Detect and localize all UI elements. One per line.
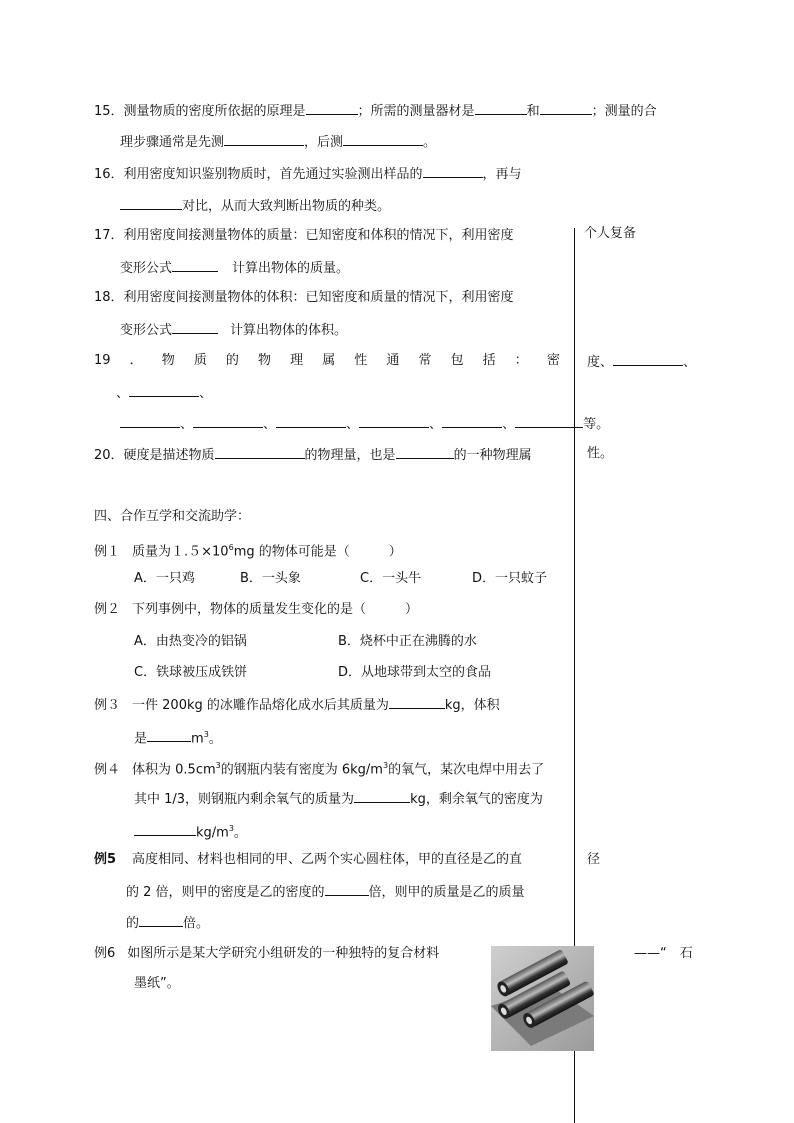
blank [224,132,304,146]
blank [540,101,592,115]
blank [325,882,369,896]
ex3-line2: 是 $m^3$。 [134,730,222,747]
blank [613,352,683,366]
ex2-option-c: C．铁球被压成铁饼 [134,665,248,680]
blank [475,101,527,115]
blank [442,414,502,428]
ex1-option-d: D．一只蚊子 [472,571,548,586]
q19-line1: 19 ． 物 质 的 物 理 属 性 通 常 包 括 ： 密 [94,353,560,368]
q16-line1: 16．利用密度知识鉴别物质时，首先通过实验测出样品的 ，再与 [94,164,522,184]
ex1-option-a: A．一只鸡 [134,571,195,586]
q16-line2: 对比，从而大致判断出物质的种类。 [120,196,390,216]
q18-line1: 18．利用密度间接测量物体的体积：已知密度和质量的情况下，利用密度 [94,290,514,305]
blank [120,196,182,210]
blank [276,414,346,428]
blank [215,445,305,459]
ex5-line1: 例5 高度相同、材料也相同的甲、乙两个实心圆柱体，甲的直径是乙的直 [94,852,523,867]
q15-line1: 15．测量物质的密度所依据的原理是 ；所需的测量器材是 和 ；测量的合 [94,101,657,121]
q20-line: 20．硬度是描述物质 的物理量，也是 的一种物理属 [94,445,532,465]
ex6-line1: 例6 如图所示是某大学研究小组研发的一种独特的复合材料 [94,946,440,961]
blank [134,822,196,836]
ex2-stem: 例２ 下列事例中，物体的质量发生变化的是（ ） [94,602,419,617]
blank [306,101,358,115]
margin-note-title: 个人复备 [584,226,637,241]
blank [396,445,454,459]
blank [120,414,180,428]
ex2-option-d: D．从地球带到太空的食品 [338,665,492,680]
ex5-line2: 的 2 倍，则甲的密度是乙的密度的 倍，则甲的质量是乙的质量 [126,882,525,902]
ex5-line3: 的 倍。 [126,913,209,933]
ex2-option-b: B．烧杯中正在沸腾的水 [338,634,477,649]
q15-line2: 理步骤通常是先测 ，后测 。 [120,132,436,152]
ex2-option-a: A．由热变冷的铝锅 [134,634,247,649]
q17-line2: 变形公式 计算出物体的质量。 [120,258,349,278]
ex1-option-b: B．一头象 [240,571,301,586]
blank [172,258,218,272]
ex4-line2: 其中 1/3，则钢瓶内剩余氧气的质量为 kg，剩余氧气的密度为 [134,789,543,809]
ex4-line1: 例４ 体积为 $0.5cm^3$的钢瓶内装有密度为 $6kg/m^3$的氧气，某次电焊中用去了 [94,761,545,778]
graphite-paper-rolls-image [491,946,594,1051]
ex6-margin-cont: ——“ 石 [634,946,693,961]
ex1-stem: 例１ 质量为$1.5\times 10^6mg$ 的物体可能是（ ） [94,543,402,560]
q19-margin-cont: 度、 、 [587,352,696,372]
blank [354,789,410,803]
q19-line3: 、 、 、 、 、 等。 [120,414,609,434]
ex4-line3: $kg/m^3$。 [134,820,247,842]
q18-line2: 变形公式 计算出物体的体积。 [120,320,347,340]
q19-line2: 、 、 [116,383,212,403]
ex5-margin-cont: 径 [587,852,601,867]
ex1-option-c: C．一头牛 [360,571,422,586]
q20-margin-cont: 性。 [587,446,614,461]
blank [389,695,445,709]
q17-line1: 17．利用密度间接测量物体的质量：已知密度和体积的情况下，利用密度 [94,228,514,243]
blank [343,132,423,146]
section-heading: 四、合作互学和交流助学： [94,509,251,524]
blank [129,383,199,397]
blank [193,414,263,428]
blank [172,320,218,334]
ex3-line1: 例３ 一件 200kg 的冰雕作品熔化成水后其质量为 kg，体积 [94,695,500,715]
ex6-line2: 墨纸”。 [134,976,180,991]
blank [359,414,429,428]
blank [515,414,583,428]
blank [423,164,483,178]
blank [147,728,191,742]
blank [139,913,183,927]
